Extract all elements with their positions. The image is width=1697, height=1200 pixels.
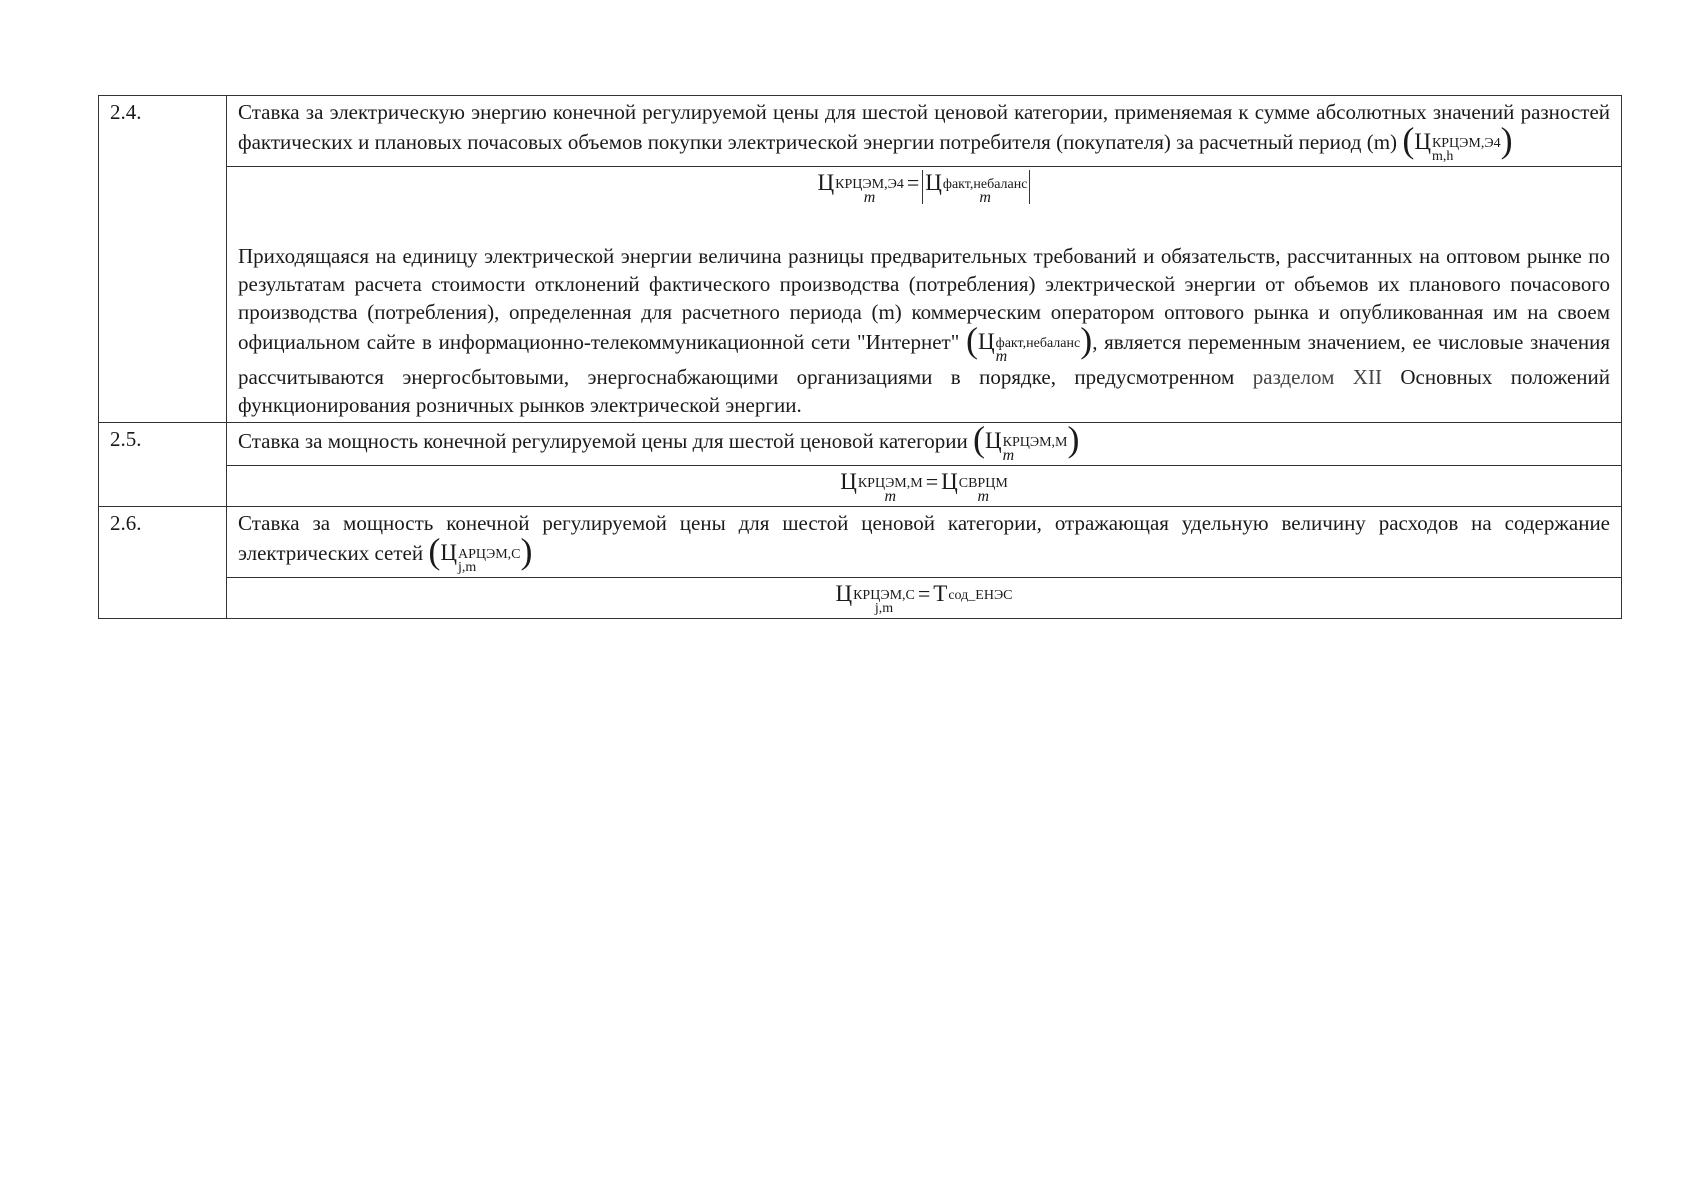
description-text: Ставка за мощность конечной регулируемой цены для шестой ценовой категории [238, 429, 968, 453]
row-formula-block [227, 167, 1622, 423]
symbol-subscript: m [884, 488, 897, 505]
symbol-superscript: СВРЦМ [958, 476, 1008, 491]
row-description [227, 96, 1622, 167]
symbol-superscript: факт,небаланс [995, 336, 1081, 351]
rate-symbol: (Ц КРЦЭМ,М m ) [973, 419, 1080, 464]
symbol-subscript: m [977, 488, 990, 505]
symbol-subscript: m [863, 189, 876, 206]
symbol-subscript: m [995, 348, 1008, 365]
formula [227, 466, 1622, 507]
table-row [99, 507, 1622, 578]
symbol-superscript: КРЦЭМ,Э4 [835, 177, 904, 192]
formula-rhs [941, 468, 1008, 503]
symbol-superscript: КРЦЭМ,М [857, 476, 923, 491]
note-text: , является переменным значением, ее числовые значения рассчитываются энергосбытовыми, энергоснабжающими организациями в порядке, предусмотренном [238, 330, 1611, 389]
rate-symbol: (Ц АРЦЭМ,С j,m ) [428, 531, 533, 575]
table-row [99, 167, 1622, 423]
equals-sign: = [925, 469, 939, 494]
row-number: 2.4. [99, 96, 227, 423]
section-reference-link[interactable]: разделом XII [1252, 365, 1382, 389]
formula-note [238, 242, 1610, 419]
note-text: Приходящаяся на единицу электрической энергии величина разницы предварительных требований и обязательств, рассчитанных на оптовом рынке по результатам расчета стоимости отклонений фактического производства (потребления) электрической энергии от объемов их планового почасового производства (потребления), определенная для расчетного периода (m) коммерческим оператором оптового рынка и опубликованная им на своем официальном сайте в информационно-телекоммуникационной сети "Интернет" [238, 244, 1610, 354]
symbol-superscript: КРЦЭМ,С [853, 588, 915, 603]
row-number: 2.5. [99, 423, 227, 507]
symbol-base: T [933, 581, 948, 606]
formula-lhs [835, 580, 914, 615]
table-row [99, 466, 1622, 507]
symbol-superscript: АРЦЭМ,С [457, 547, 521, 562]
symbol-base: Ц [440, 540, 457, 565]
row-number: 2.6. [99, 507, 227, 619]
formula-lhs [818, 169, 904, 204]
row-description [227, 507, 1622, 578]
symbol-base: Ц [941, 469, 958, 494]
formula-rhs [922, 170, 1030, 204]
symbol-base: Ц [840, 469, 857, 494]
symbol-superscript: КРЦЭМ,Э4 [1431, 136, 1501, 151]
tariff-table [98, 95, 1622, 619]
symbol-subscript: j,m [457, 560, 477, 575]
symbol-superscript: факт,небаланс [942, 177, 1028, 192]
symbol-subscript: m,h [1431, 149, 1454, 164]
equals-sign: = [917, 581, 931, 606]
formula [238, 169, 1610, 204]
note-text: Основных положений функционирования розничных рынков электрической энергии. [238, 365, 1610, 417]
description-text: Ставка за электрическую энергию конечной регулируемой цены для шестой ценовой категории, применяемая к сумме абсолютных значений разностей фактических и плановых почасовых объемов покупки электрической энергии потребителя (покупателя) за расчетный период (m) [238, 100, 1610, 154]
symbol-base: Ц [978, 329, 995, 354]
table-row [99, 578, 1622, 619]
equals-sign: = [906, 170, 920, 195]
rate-symbol: (Ц КРЦЭМ,Э4 m,h ) [1402, 120, 1513, 164]
table-row [99, 96, 1622, 167]
symbol-subscript: m [1002, 447, 1015, 464]
symbol-base: Ц [985, 428, 1002, 453]
symbol-superscript: КРЦЭМ,М [1002, 435, 1068, 450]
symbol-base: Ц [835, 581, 853, 606]
note-symbol: (Ц факт,небаланс m ) [966, 320, 1093, 365]
symbol-superscript: сод_ЕНЭС [948, 588, 1013, 603]
symbol-base: Ц [1414, 129, 1431, 154]
description-text: Ставка за мощность конечной регулируемой цены для шестой ценовой категории, отражающая удельную величину расходов на содержание электрических сетей [238, 511, 1610, 565]
formula-rhs [933, 580, 1012, 608]
formula [227, 578, 1622, 619]
table-row [99, 423, 1622, 466]
row-description [227, 419, 1622, 466]
symbol-subscript: j,m [874, 601, 894, 616]
symbol-subscript: m [979, 189, 991, 206]
symbol-base: Ц [817, 170, 835, 195]
symbol-base: Ц [925, 170, 942, 195]
formula-lhs [840, 468, 923, 503]
